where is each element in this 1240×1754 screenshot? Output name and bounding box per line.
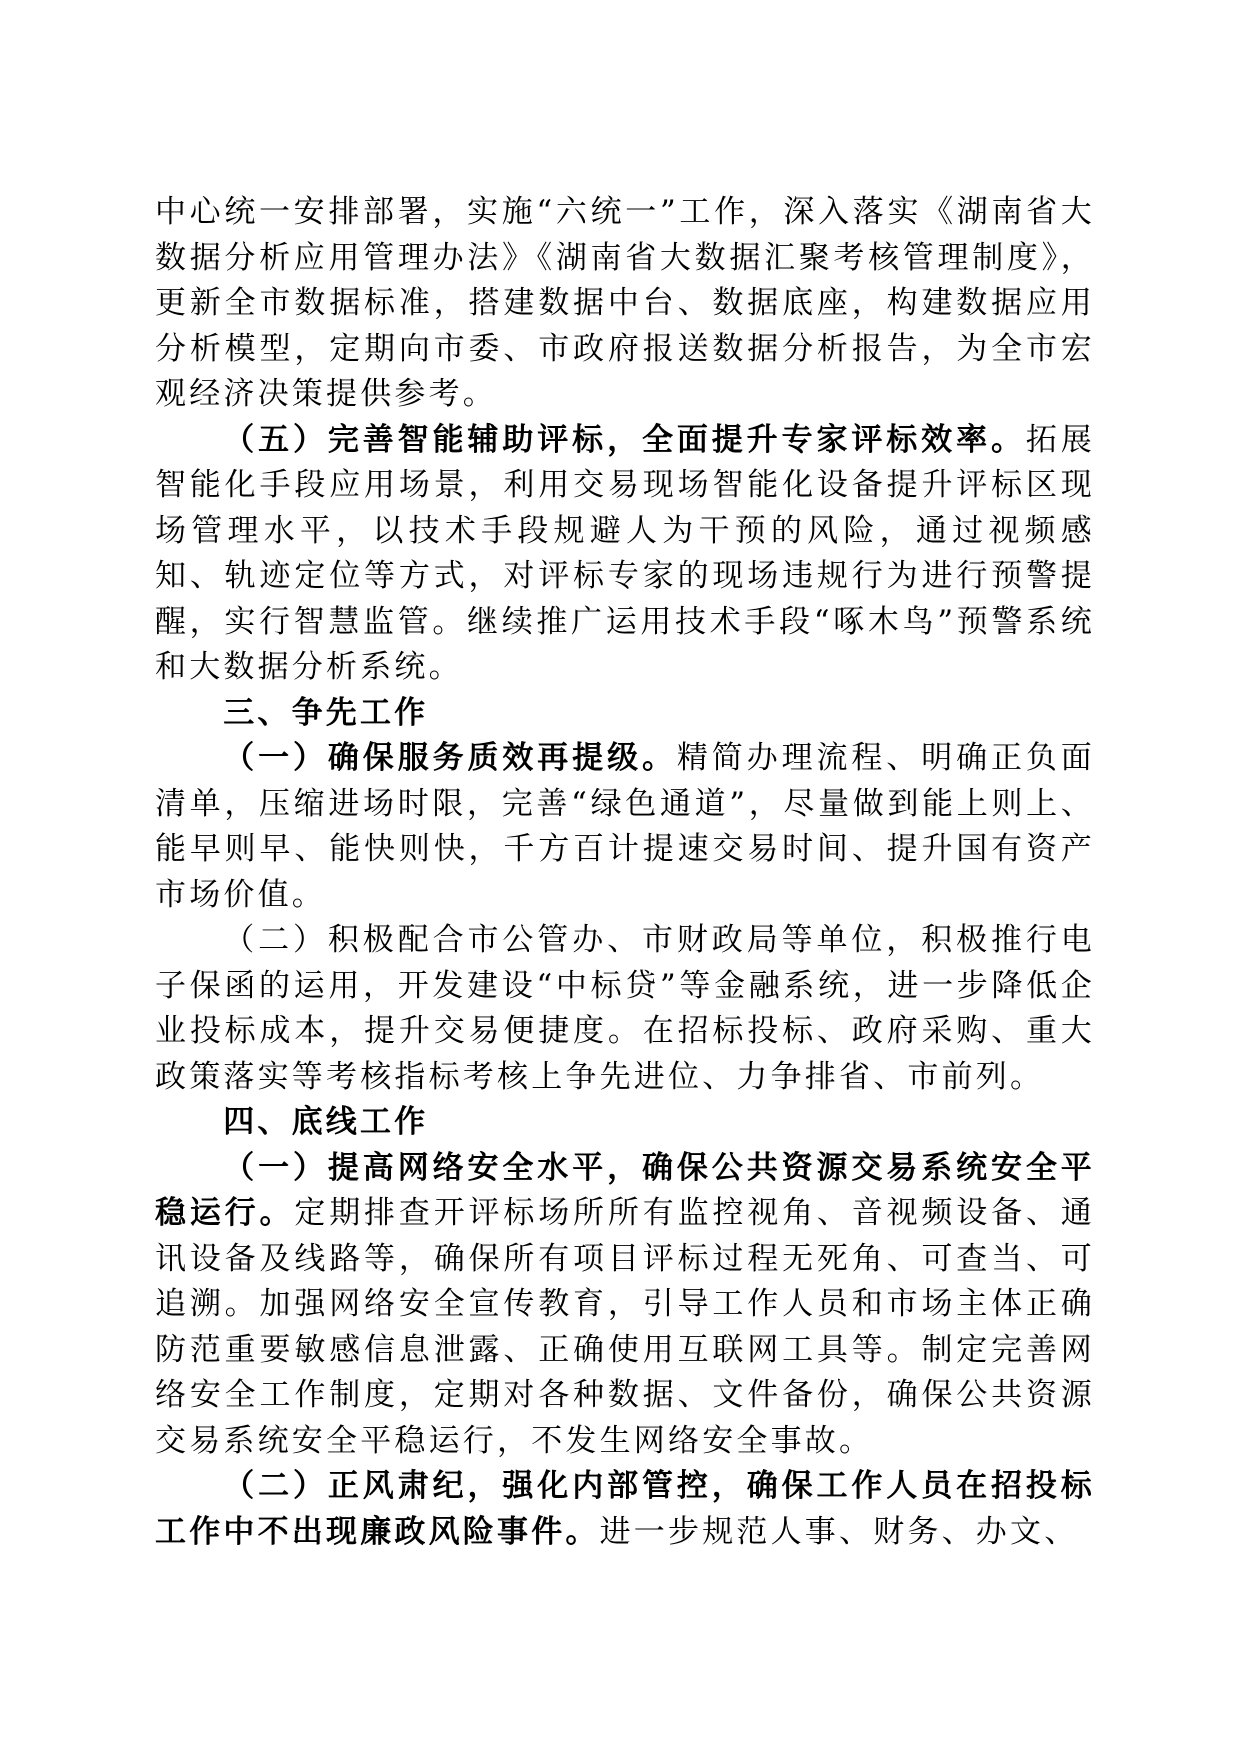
paragraph-integrity bbox=[155, 1464, 1095, 1555]
paragraph-smart-evaluation bbox=[155, 418, 1095, 691]
paragraph-electronic-guarantee: （二）积极配合市公管办、市财政局等单位，积极推行电子保函的运用，开发建设“中标贷”等金融系统，进一步降低企业投标成本，提升交易便捷度。在招标投标、政府采购、重大政策落实等考核指标考核上争先进位、力争排省、市前列。 bbox=[155, 922, 1095, 1095]
paragraph-lead: （二）正风肃纪，强化内部管控，确保工作人员在招投标工作中不出现廉政风险事件。 bbox=[155, 1468, 1095, 1550]
section-heading-striving: 三、争先工作 bbox=[223, 694, 429, 731]
section-heading-bottom-line: 四、底线工作 bbox=[223, 1104, 429, 1140]
paragraph-text: 进一步规范人事、财务、办文、 bbox=[599, 1513, 1079, 1550]
paragraph-text: 定期排查开评标场所所有监控视角、音视频设备、通讯设备及线路等，确保所有项目评标过程无死角、可查当、可追溯。加强网络安全宣传教育，引导工作人员和市场主体正确防范重要敏感信息泄露、正确使用互联网工具等。制定完善网络安全工作制度，定期对各种数据、文件备份，确保公共资源交易系统安全平稳运行，不发生网络安全事故。 bbox=[155, 1195, 1095, 1459]
paragraph-lead: （五）完善智能辅助评标，全面提升专家评标效率。 bbox=[223, 421, 1026, 458]
paragraph-lead: （一）提高网络安全水平，确保公共资源交易系统安全平稳运行。 bbox=[155, 1149, 1095, 1231]
paragraph-network-security bbox=[155, 1146, 1095, 1465]
document-body bbox=[155, 190, 1095, 1555]
paragraph-text: 拓展智能化手段应用场景，利用交易现场智能化设备提升评标区现场管理水平，以技术手段规避人为干预的风险，通过视频感知、轨迹定位等方式，对评标专家的现场违规行为进行预警提醒，实行智慧监管。继续推广运用技术手段“啄木鸟”预警系统和大数据分析系统。 bbox=[155, 421, 1095, 685]
paragraph-data-center: 中心统一安排部署，实施“六统一”工作，深入落实《湖南省大数据分析应用管理办法》《湖南省大数据汇聚考核管理制度》，更新全市数据标准，搭建数据中台、数据底座，构建数据应用分析模型，定期向市委、市政府报送数据分析报告，为全市宏观经济决策提供参考。 bbox=[155, 194, 1095, 412]
paragraph-lead: （一）确保服务质效再提级。 bbox=[223, 740, 677, 776]
paragraph-service-quality bbox=[155, 736, 1095, 918]
paragraph-text: 精简办理流程、明确正负面清单，压缩进场时限，完善“绿色通道”，尽量做到能上则上、能早则早、能快则快，千方百计提速交易时间、提升国有资产市场价值。 bbox=[155, 740, 1095, 913]
